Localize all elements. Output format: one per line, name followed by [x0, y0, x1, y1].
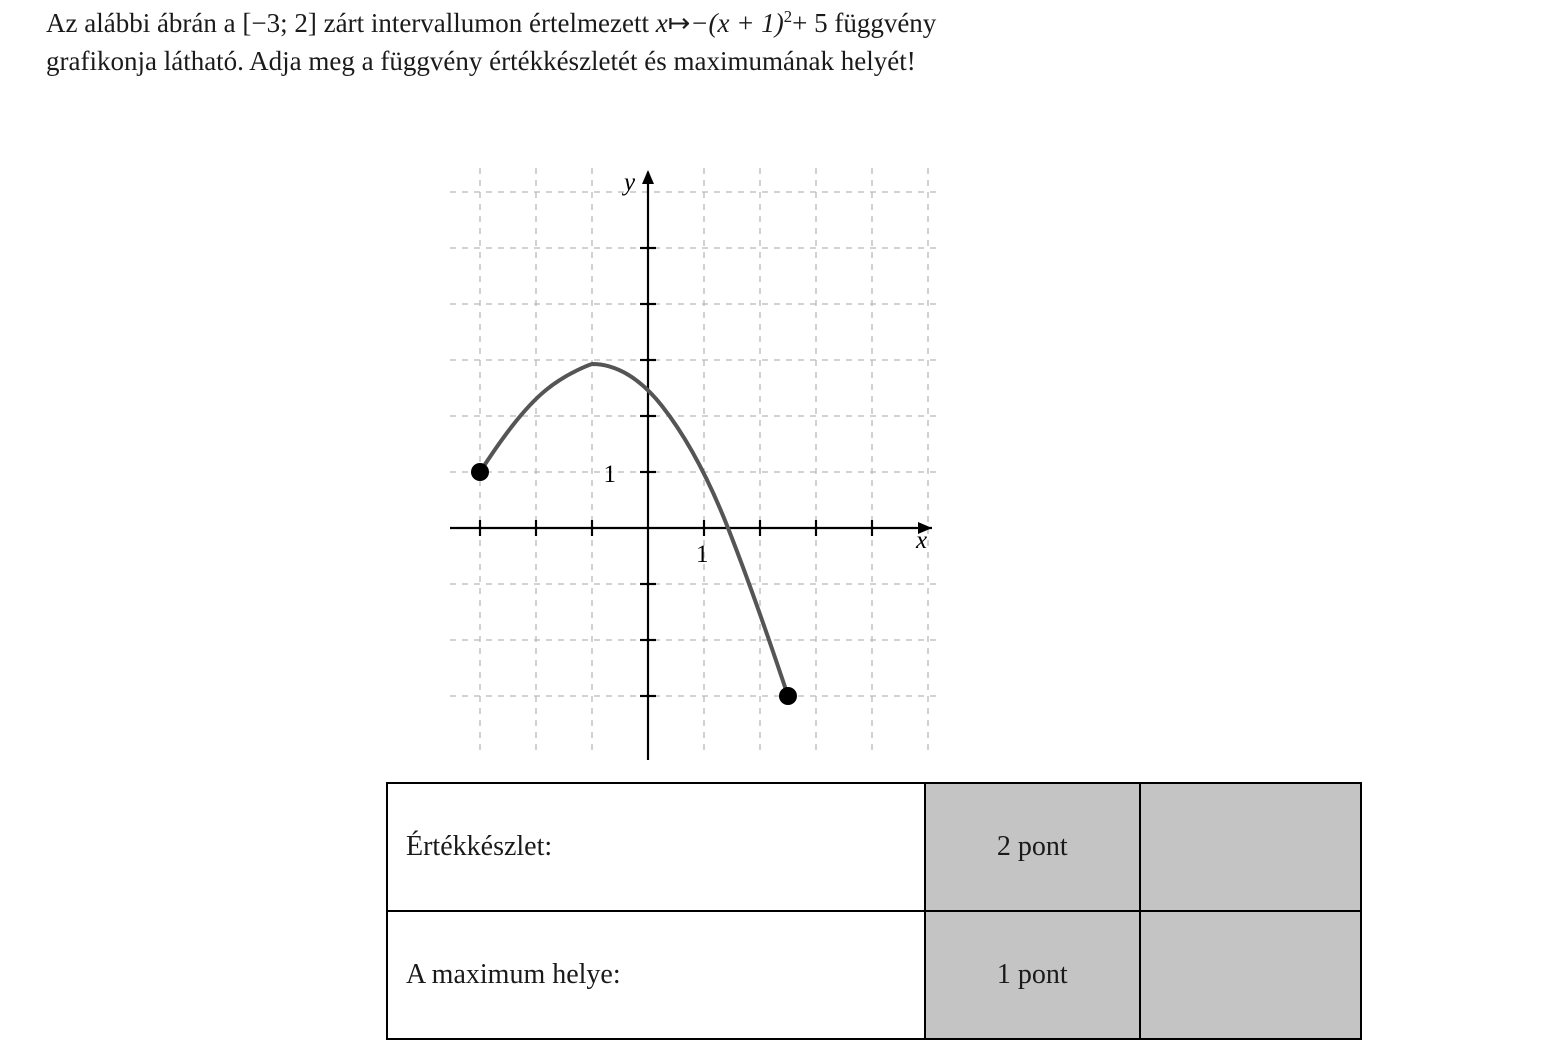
formula-tail: + 5: [792, 8, 828, 38]
graph-svg: [420, 150, 960, 770]
table-row: [387, 911, 1361, 1039]
score-table: [386, 782, 1362, 1040]
row-blank-maximum-helye: [1140, 911, 1361, 1039]
y-axis-arrow: [642, 170, 654, 184]
axes: [450, 172, 932, 760]
x-axis-label: x: [916, 527, 928, 554]
table-row: [387, 783, 1361, 911]
row-points-maximum-helye: 1 pont: [925, 911, 1140, 1039]
formula: [656, 8, 835, 38]
formula-mapsto: ↦: [667, 8, 691, 38]
row-label-ertekkeszlet: Értékkészlet:: [387, 783, 925, 911]
endpoint-right-dot: [779, 687, 797, 705]
formula-variable: x: [655, 8, 668, 38]
formula-body: −(x + 1): [690, 8, 784, 38]
x-tick-label-1: 1: [696, 541, 709, 568]
y-tick-label-1: 1: [603, 461, 616, 488]
statement-line-1: [46, 4, 1346, 42]
formula-exponent: 2: [783, 7, 793, 26]
row-points-ertekkeszlet: 2 pont: [925, 783, 1140, 911]
endpoint-left-dot: [471, 463, 489, 481]
statement-line-2: grafikonja látható. Adja meg a függvény értékkészletét és maximumának helyét!: [46, 46, 916, 77]
row-blank-ertekkeszlet: [1140, 783, 1361, 911]
y-axis-label: y: [624, 169, 636, 196]
problem-statement: [46, 4, 1346, 81]
statement-line-1-text-b: függvény: [834, 8, 937, 38]
statement-line-1-text-a: Az alábbi ábrán a [−3; 2] zárt intervallumon értelmezett: [46, 8, 649, 38]
parabola-curve: [480, 364, 788, 696]
function-graph-figure: [420, 150, 960, 770]
row-label-maximum-helye: A maximum helye:: [387, 911, 925, 1039]
